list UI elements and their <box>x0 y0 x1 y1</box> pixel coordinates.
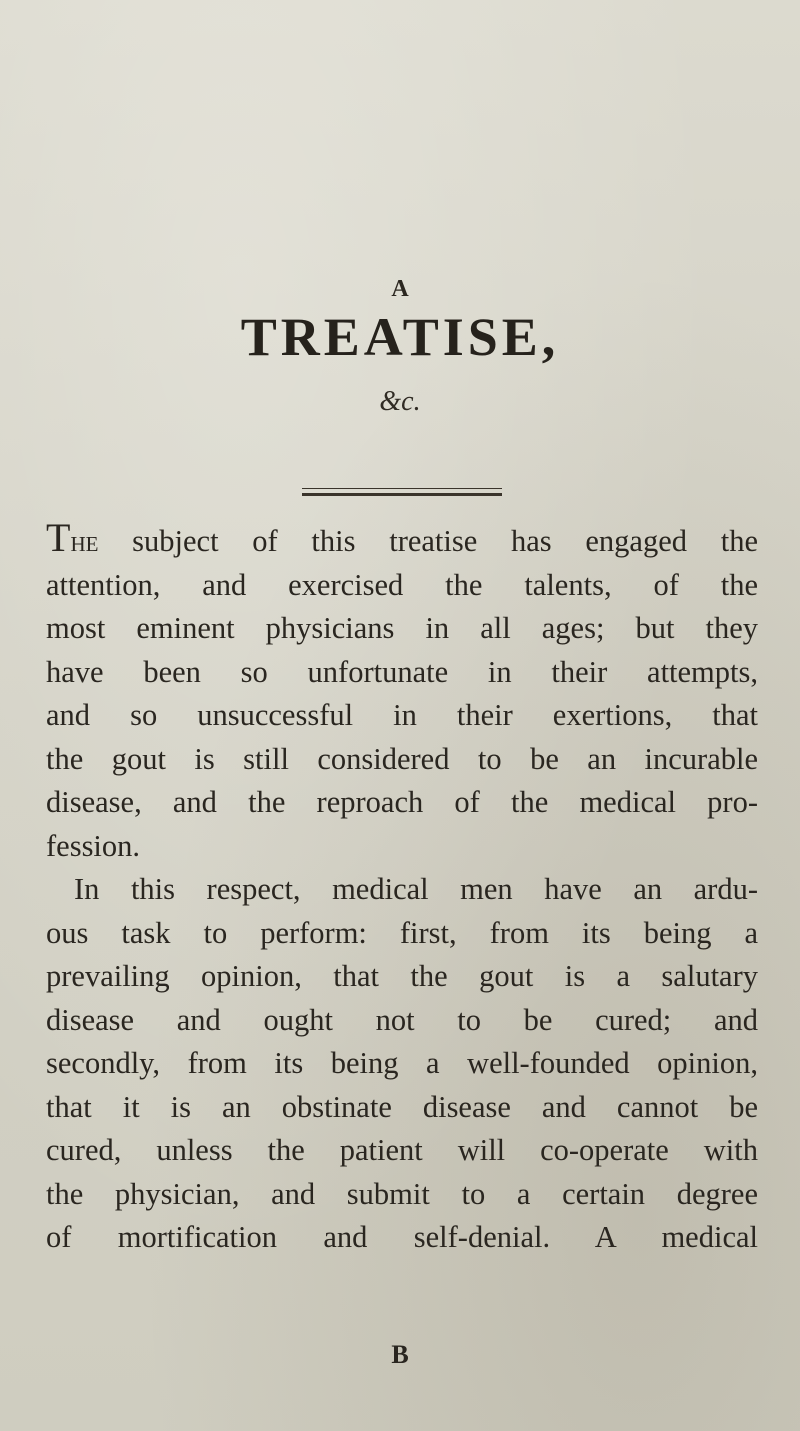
paragraph-line: fession. <box>46 828 141 863</box>
body-text <box>46 515 758 1260</box>
paragraph-line: the gout is still considered to be an incurable <box>46 741 758 776</box>
heading-article: A <box>391 276 409 302</box>
paragraph-line: ous task to perform: first, from its being a <box>46 915 758 950</box>
paragraph-line: prevailing opinion, that the gout is a salutary <box>46 959 758 993</box>
paragraph-line: cured, unless the patient will co-operate with <box>46 1133 758 1167</box>
paragraph-line: secondly, from its being a well-founded opinion, <box>46 1046 758 1080</box>
paragraph-line: have been so unfortunate in their attempts, <box>46 654 758 689</box>
paragraph-line: that it is an obstinate disease and cannot be <box>46 1089 758 1124</box>
line-text: subject of this treatise has engaged the <box>98 524 758 558</box>
paragraph-line: and so unsuccessful in their exertions, that <box>46 698 758 732</box>
divider-rule-thin <box>302 488 502 489</box>
paragraph-line: attention, and exercised the talents, of the <box>46 567 758 602</box>
first-word-rest: he <box>70 524 99 558</box>
heading-etcetera: &c. <box>379 386 421 417</box>
divider-rule-thick <box>302 493 502 496</box>
paragraph-line <box>46 515 758 564</box>
page-title: TREATISE, <box>240 307 560 367</box>
paragraph-line: most eminent physicians in all ages; but they <box>46 611 758 645</box>
paragraph-line: of mortification and self-denial. A medical <box>46 1220 758 1254</box>
paragraph-line: disease, and the reproach of the medical pro- <box>46 785 758 819</box>
drop-cap: T <box>46 515 71 560</box>
paragraph-line: disease and ought not to be cured; and <box>46 1002 758 1037</box>
paragraph-line: In this respect, medical men have an ardu- <box>74 872 758 906</box>
paragraph-line: the physician, and submit to a certain degree <box>46 1176 758 1211</box>
signature-mark: B <box>391 1340 409 1369</box>
